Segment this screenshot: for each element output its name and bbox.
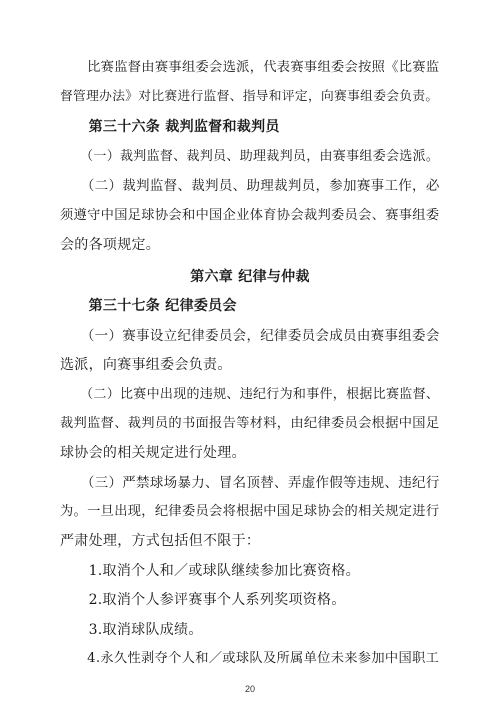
list-item: 1.取消个人和／或球队继续参加比赛资格。	[60, 563, 360, 579]
paragraph-line: 选派，向赛事组委会负责。	[60, 357, 232, 373]
paragraph-line: （二）比赛中出现的违规、违纪行为和事件，根据比赛监督、	[60, 387, 440, 402]
page-number: 20	[244, 684, 255, 694]
list-item: 4.永久性剥夺个人和／或球队及所属单位未来参加中国职工	[60, 651, 440, 666]
paragraph-line: （一）赛事设立纪律委员会，纪律委员会成员由赛事组委会	[60, 328, 440, 344]
paragraph-line: 督管理办法》对比赛进行监督、指导和评定，向赛事组委会负责。	[60, 89, 439, 104]
article-heading: 第三十七条 纪律委员会	[60, 298, 237, 314]
paragraph-line: （三）严禁球场暴力、冒名顶替、弄虚作假等违规、违纪行	[60, 475, 440, 491]
list-item: 2.取消个人参评赛事个人系列奖项资格。	[60, 592, 346, 608]
list-item: 3.取消球队成绩。	[60, 622, 203, 638]
paragraph-line: 严肃处理，方式包括但不限于：	[60, 533, 261, 549]
paragraph-line: 为。一旦出现，纪律委员会将根据中国足球协会的相关规定进行	[60, 504, 440, 519]
paragraph-line: 球协会的相关规定进行处理。	[60, 445, 246, 461]
paragraph-line: 裁判监督、裁判员的书面报告等材料，由纪律委员会根据中国足	[60, 416, 440, 431]
paragraph-line: 比赛监督由赛事组委会选派，代表赛事组委会按照《比赛监	[60, 60, 440, 75]
paragraph-line: （一）裁判监督、裁判员、助理裁判员，由赛事组委会选派。	[60, 149, 440, 164]
chapter-title: 第六章 纪律与仲裁	[190, 269, 310, 285]
paragraph-line: 须遵守中国足球协会和中国企业体育协会裁判委员会、赛事组委	[60, 208, 440, 223]
paragraph-line: 会的各项规定。	[60, 237, 161, 253]
article-heading: 第三十六条 裁判监督和裁判员	[60, 119, 280, 135]
paragraph-line: （二）裁判监督、裁判员、助理裁判员，参加赛事工作，必	[60, 178, 440, 194]
